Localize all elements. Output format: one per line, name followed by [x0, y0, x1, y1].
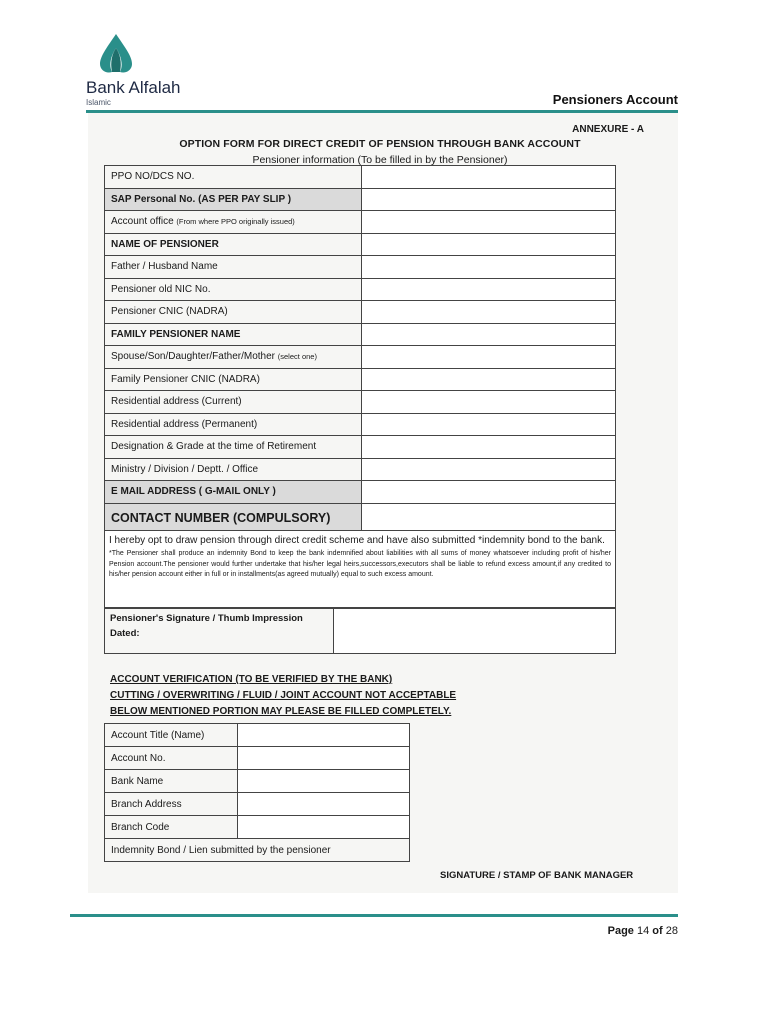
table-row	[105, 323, 616, 346]
table-row	[105, 609, 616, 654]
row-label	[105, 391, 362, 414]
label-text: PPO NO/DCS NO.	[111, 171, 195, 183]
label-text: Pensioner CNIC (NADRA)	[111, 306, 228, 318]
label-text: CONTACT NUMBER (COMPULSORY)	[111, 510, 331, 525]
account-number-field[interactable]	[238, 747, 410, 770]
bank-logo	[86, 34, 196, 110]
row-label	[105, 413, 362, 436]
old-nic-field[interactable]	[362, 278, 616, 301]
fill-completely-notice: BELOW MENTIONED PORTION MAY PLEASE BE FILLED COMPLETELY.	[110, 706, 452, 717]
label-text: FAMILY PENSIONER NAME	[111, 328, 241, 340]
of-word: of	[652, 925, 663, 937]
table-row	[105, 770, 410, 793]
label-text: NAME OF PENSIONER	[111, 238, 219, 250]
table-row	[105, 256, 616, 279]
contact-number-field[interactable]	[362, 503, 616, 532]
label-text: Family Pensioner CNIC (NADRA)	[111, 373, 260, 385]
label-note: (From where PPO originally issued)	[176, 217, 295, 227]
row-label	[105, 458, 362, 481]
label-text: Designation & Grade at the time of Retirement	[111, 441, 317, 453]
row-label	[105, 346, 362, 369]
dated-label: Dated:	[110, 628, 140, 639]
label-text: Residential address (Current)	[111, 396, 242, 408]
signature-field[interactable]	[334, 609, 616, 654]
table-row	[105, 391, 616, 414]
father-husband-name-field[interactable]	[362, 256, 616, 279]
table-row	[105, 301, 616, 324]
row-label	[105, 166, 362, 189]
branch-address-field[interactable]	[238, 793, 410, 816]
indemnity-row: Indemnity Bond / Lien submitted by the pensioner	[105, 839, 410, 862]
label-text: Account office	[111, 216, 174, 228]
table-row	[105, 436, 616, 459]
table-row	[105, 816, 410, 839]
pensioner-name-field[interactable]	[362, 233, 616, 256]
row-label: Account Title (Name)	[105, 724, 238, 747]
footer-rule	[70, 914, 678, 917]
page-total: 28	[665, 925, 678, 937]
row-label	[105, 211, 362, 234]
page-word: Page	[607, 925, 634, 937]
table-row	[105, 211, 616, 234]
account-office-field[interactable]	[362, 211, 616, 234]
page-number	[608, 925, 678, 937]
table-row	[105, 368, 616, 391]
row-label	[105, 323, 362, 346]
family-pensioner-cnic-field[interactable]	[362, 368, 616, 391]
row-label	[105, 188, 362, 211]
indemnity-note: *The Pensioner shall produce an indemnity Bond to keep the bank indemnified about liabilities with all sums of money whatsoever including profit of his/her Pension account.The pensioner would further undertake that his/her legal heirs,successors,executors shall be liable to refund excess amount,if any credited to his/her pension account either in full or in installments(as agreed mutually) equal to such excess amount.	[109, 550, 611, 578]
label-text: Residential address (Permanent)	[111, 418, 258, 430]
email-field[interactable]	[362, 481, 616, 504]
row-label	[105, 278, 362, 301]
declaration-text: I hereby opt to draw pension through direct credit scheme and have also submitted *indemnity bond to the bank.	[109, 535, 605, 546]
form-title: OPTION FORM FOR DIRECT CREDIT OF PENSION THROUGH BANK ACCOUNT	[179, 138, 581, 150]
label-text: Ministry / Division / Deptt. / Office	[111, 463, 259, 475]
verification-heading: ACCOUNT VERIFICATION (TO BE VERIFIED BY THE BANK)	[110, 674, 393, 685]
table-row	[105, 346, 616, 369]
label-text: SAP Personal No. (AS PER PAY SLIP )	[111, 193, 292, 205]
signature-table	[104, 608, 616, 654]
table-row	[105, 278, 616, 301]
table-row	[105, 793, 410, 816]
permanent-address-field[interactable]	[362, 413, 616, 436]
designation-grade-field[interactable]	[362, 436, 616, 459]
table-row	[105, 503, 616, 532]
row-label	[105, 301, 362, 324]
table-row	[105, 747, 410, 770]
ppo-no-field[interactable]	[362, 166, 616, 189]
row-label: Bank Name	[105, 770, 238, 793]
pensioner-info-table	[104, 165, 616, 533]
label-text: Spouse/Son/Daughter/Father/Mother	[111, 351, 275, 363]
label-text: E MAIL ADDRESS ( G-MAIL ONLY )	[111, 486, 276, 498]
pensioner-cnic-field[interactable]	[362, 301, 616, 324]
bank-name-field[interactable]	[238, 770, 410, 793]
declaration-box	[104, 530, 616, 608]
row-label: Account No.	[105, 747, 238, 770]
signature-label-cell	[105, 609, 334, 654]
brand-subtitle: Islamic	[86, 98, 111, 107]
account-title-field[interactable]	[238, 724, 410, 747]
ministry-division-field[interactable]	[362, 458, 616, 481]
table-row	[105, 413, 616, 436]
table-row	[105, 233, 616, 256]
table-row	[105, 458, 616, 481]
row-label	[105, 503, 362, 532]
table-row	[105, 166, 616, 189]
table-row	[105, 188, 616, 211]
table-row	[105, 724, 410, 747]
bank-alfalah-leaf-icon	[98, 34, 134, 74]
document-title: Pensioners Account	[552, 92, 678, 107]
brand-name: Bank Alfalah	[86, 78, 181, 97]
not-acceptable-notice: CUTTING / OVERWRITING / FLUID / JOINT ACCOUNT NOT ACCEPTABLE	[110, 690, 457, 701]
table-row	[105, 839, 410, 862]
row-label: Branch Address	[105, 793, 238, 816]
annexure-label: ANNEXURE - A	[572, 124, 644, 135]
family-pensioner-name-field[interactable]	[362, 323, 616, 346]
row-label	[105, 368, 362, 391]
label-note: (select one)	[277, 352, 317, 362]
row-label	[105, 481, 362, 504]
signature-label: Pensioner's Signature / Thumb Impression	[110, 613, 303, 624]
branch-code-field[interactable]	[238, 816, 410, 839]
label-text: Father / Husband Name	[111, 261, 218, 273]
row-label	[105, 256, 362, 279]
relation-select-field[interactable]	[362, 346, 616, 369]
page-current: 14	[636, 925, 650, 937]
bank-manager-stamp-label: SIGNATURE / STAMP OF BANK MANAGER	[440, 870, 634, 881]
row-label: Branch Code	[105, 816, 238, 839]
form-subtitle: Pensioner information (To be filled in by the Pensioner)	[252, 154, 508, 166]
label-text: Pensioner old NIC No.	[111, 283, 211, 295]
current-address-field[interactable]	[362, 391, 616, 414]
row-label	[105, 233, 362, 256]
account-verification-table	[104, 723, 410, 862]
sap-personal-no-field[interactable]	[362, 188, 616, 211]
row-label	[105, 436, 362, 459]
table-row	[105, 481, 616, 504]
